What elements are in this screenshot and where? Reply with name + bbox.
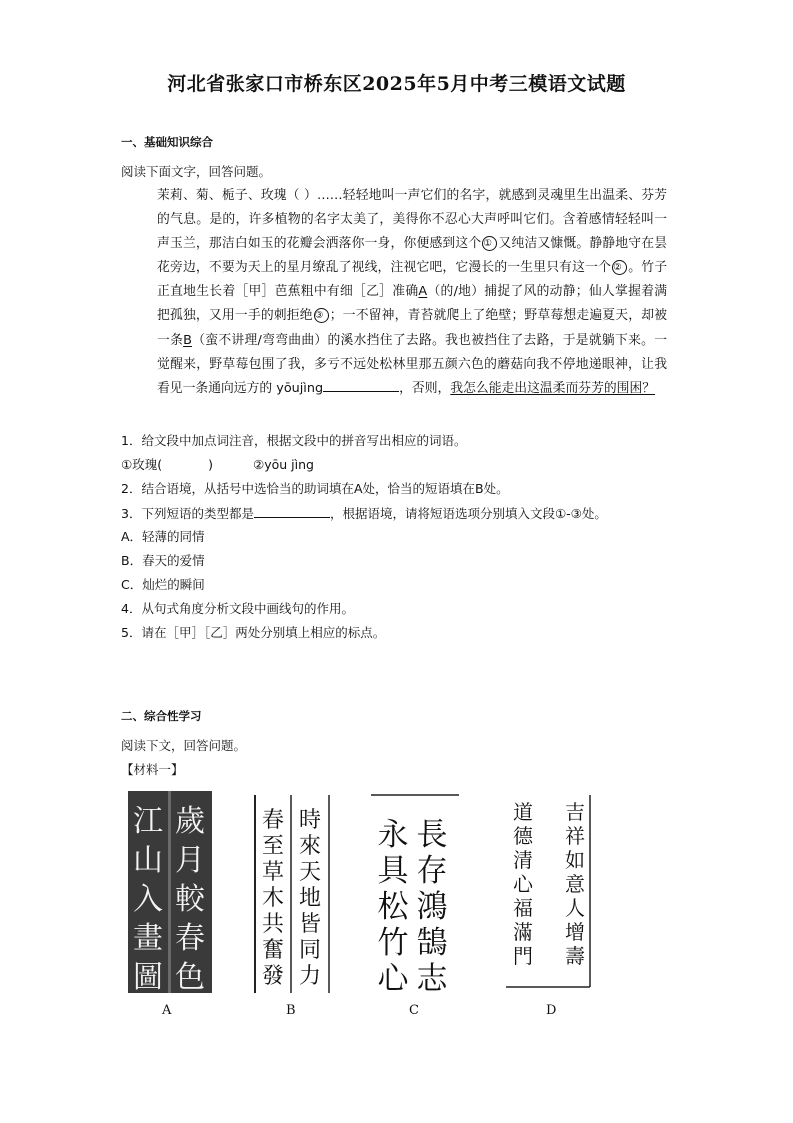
calligraphy-char: 草 — [261, 860, 285, 885]
question-3 — [121, 505, 607, 522]
calligraphy-char: 具 — [377, 853, 409, 889]
calligraphy-char: 長 — [416, 817, 448, 853]
section2-heading: 二、综合性学习 — [121, 709, 202, 723]
question-2: 2．结合语境，从括号中选恰当的助词填在A处，恰当的短语填在B处。 — [121, 481, 509, 496]
calligraphy-char: 道 — [513, 800, 533, 824]
calligraphy-char: 心 — [513, 872, 533, 896]
passage-text-4: （的/地）捕捉了风的动静；仙人掌握着满把孤独，又用一手的刺拒绝 — [157, 284, 668, 324]
calligraphy-label-c: C — [409, 1003, 419, 1018]
circle-mark-1: ① — [482, 236, 497, 251]
material-label: 【材料一】 — [121, 762, 184, 777]
question-4: 4．从句式角度分析文段中画线句的作用。 — [121, 601, 354, 616]
reading-passage — [121, 184, 667, 401]
answer-blank-youjing[interactable] — [323, 379, 399, 392]
calligraphy-b — [253, 787, 331, 997]
calligraphy-char: 皆 — [298, 912, 322, 937]
calligraphy-char: 奮 — [261, 938, 285, 963]
question-5: 5．请在［甲］［乙］两处分别填上相应的标点。 — [121, 625, 386, 640]
calligraphy-char: 吉 — [565, 800, 585, 824]
calligraphy-char: 色 — [175, 960, 205, 995]
calligraphy-char: 人 — [565, 896, 585, 920]
marker-a: A — [418, 284, 428, 300]
section1-heading: 一、基础知识综合 — [121, 135, 213, 149]
calligraphy-c — [371, 787, 459, 997]
answer-blank-type[interactable] — [254, 505, 330, 518]
calligraphy-char: 門 — [513, 944, 533, 968]
passage-text-3: 。竹子正直地生长着［甲］芭蕉粗中有细［乙］准确 — [157, 260, 668, 300]
calligraphy-char: 壽 — [565, 944, 585, 968]
calligraphy-char: 滿 — [513, 920, 533, 944]
calligraphy-char: 德 — [513, 824, 533, 848]
question-1-items — [121, 457, 314, 473]
calligraphy-char: 畫 — [133, 921, 163, 956]
underlined-sentence: 我怎么能走出这温柔而芬芳的围困？ — [450, 380, 656, 396]
q1-item-a-close: ) — [208, 457, 213, 472]
calligraphy-char: 增 — [565, 920, 585, 944]
calligraphy-char: 圖 — [133, 960, 163, 995]
calligraphy-char: 松 — [377, 889, 409, 925]
calligraphy-char: 鴻 — [416, 889, 448, 925]
calligraphy-char: 永 — [377, 817, 409, 853]
circle-mark-2: ② — [612, 260, 627, 275]
section1-instruction: 阅读下面文字，回答问题。 — [121, 164, 272, 179]
calligraphy-char: 山 — [133, 843, 163, 878]
calligraphy-char: 春 — [175, 921, 205, 956]
passage-text-7: ，否则， — [399, 380, 451, 396]
calligraphy-char: 志 — [416, 961, 448, 997]
question-3-text-b: ，根据语境，请将短语选项分别填入文段①-③处。 — [329, 506, 607, 521]
calligraphy-char: 天 — [298, 860, 322, 885]
passage-text-6: （蛮不讲理/弯弯曲曲）的溪水挡住了去路。我也被挡住了去路，于是就躺下来。一觉醒来，野草莓包围了我，多亏不远处松林里那五颜六色的蘑菇向我不停地递眼神，让我看见一条通向远方的 yōujìng — [157, 332, 668, 396]
calligraphy-char: 歲 — [175, 804, 205, 839]
option-b: B．春天的爱情 — [121, 553, 205, 568]
calligraphy-char: 存 — [416, 853, 448, 889]
calligraphy-label-d: D — [546, 1003, 557, 1018]
page-title: 河北省张家口市桥东区2025年5月中考三模语文试题 — [167, 73, 626, 95]
calligraphy-char: 來 — [298, 834, 322, 859]
calligraphy-char: 意 — [565, 872, 585, 896]
section2-instruction: 阅读下文，回答问题。 — [121, 738, 247, 753]
option-a: A．轻薄的同情 — [121, 529, 205, 544]
calligraphy-char: 清 — [513, 848, 533, 872]
calligraphy-char: 如 — [565, 848, 585, 872]
option-c: C．灿烂的瞬间 — [121, 577, 205, 592]
calligraphy-label-b: B — [286, 1003, 296, 1018]
calligraphy-b-image — [253, 787, 331, 997]
q1-item-a: ①玫瑰( — [121, 457, 163, 472]
calligraphy-char: 共 — [261, 912, 285, 937]
calligraphy-label-a: A — [162, 1003, 172, 1018]
passage-text-2: 又纯洁又慷慨。静静地守在昙花旁边，不要为天上的星月缭乱了视线，注视它吧，它漫长的一生里只有这一个 — [157, 236, 668, 276]
calligraphy-c-image — [371, 787, 459, 997]
calligraphy-char: 木 — [261, 886, 285, 911]
calligraphy-char: 時 — [298, 808, 322, 833]
marker-b: B — [183, 332, 192, 348]
calligraphy-char: 福 — [513, 896, 533, 920]
calligraphy-char: 竹 — [377, 925, 409, 961]
calligraphy-a-image — [124, 787, 216, 997]
calligraphy-d — [504, 787, 594, 997]
passage-text-1: 茉莉、菊、栀子、玫瑰（ ）……轻轻地叫一声它们的名字，就感到灵魂里生出温柔、芬芳的气息。是的，许多植物的名字太美了，美得你不忍心大声呼叫它们。含着感情轻轻叫一声玉兰，那洁白如玉的花瓣会洒落你一身，你便感到这个 — [157, 188, 667, 252]
calligraphy-char: 祥 — [565, 824, 585, 848]
circle-mark-3: ③ — [314, 308, 329, 323]
calligraphy-char: 力 — [298, 964, 322, 989]
q1-item-b: ②yōu jìng — [252, 457, 314, 472]
calligraphy-char: 入 — [133, 882, 163, 917]
calligraphy-char: 心 — [377, 961, 409, 997]
calligraphy-a — [124, 787, 216, 997]
calligraphy-char: 同 — [298, 938, 322, 963]
passage-text-5: ；一不留神，青苔就爬上了绝壁；野草莓想走遍夏天，却被一条 — [157, 308, 668, 348]
calligraphy-char: 地 — [298, 886, 322, 911]
calligraphy-char: 春 — [261, 808, 285, 833]
calligraphy-char: 發 — [261, 964, 285, 989]
calligraphy-char: 至 — [261, 834, 285, 859]
question-3-text-a: 3．下列短语的类型都是 — [121, 506, 254, 521]
question-1: 1．给文段中加点词注音，根据文段中的拼音写出相应的词语。 — [121, 433, 467, 448]
calligraphy-char: 鵠 — [416, 925, 448, 961]
calligraphy-char: 江 — [133, 804, 163, 839]
calligraphy-char: 月 — [175, 843, 205, 878]
calligraphy-char: 較 — [175, 882, 205, 917]
calligraphy-d-image — [504, 787, 594, 997]
